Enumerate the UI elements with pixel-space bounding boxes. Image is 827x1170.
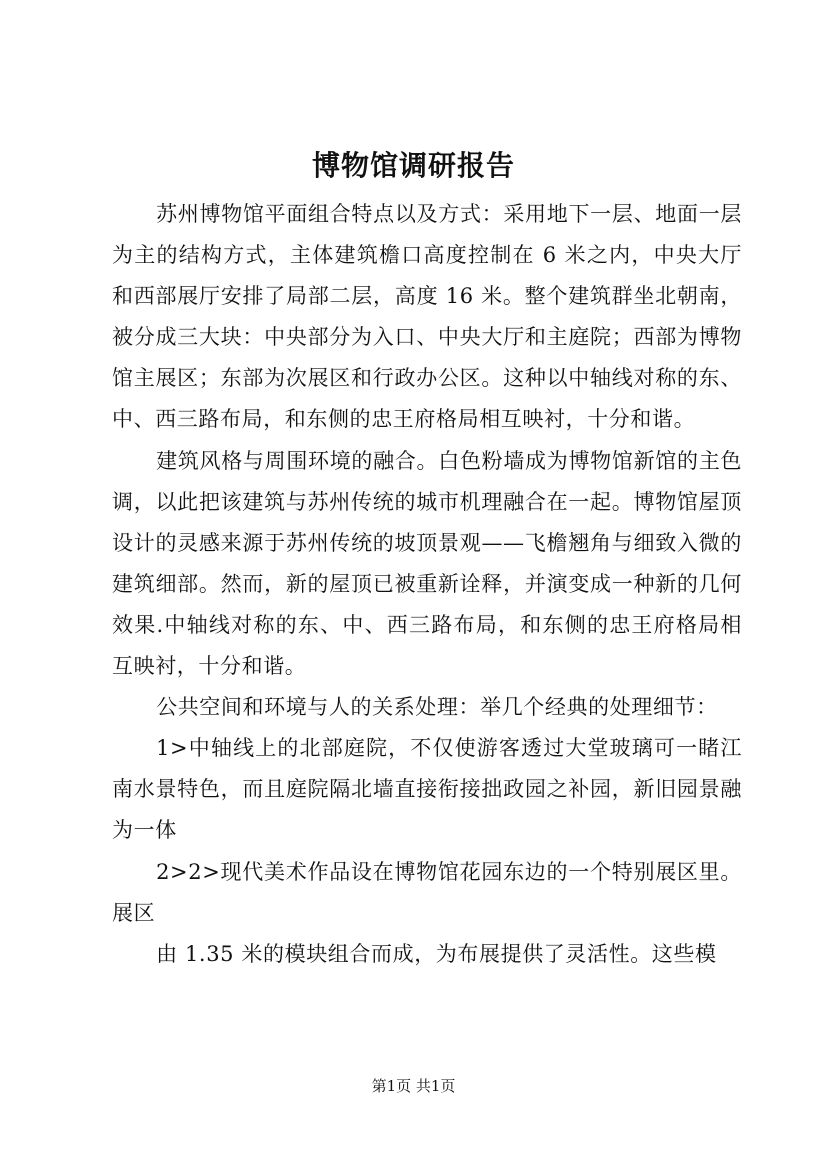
paragraph-layout: 苏州博物馆平面组合特点以及方式：采用地下一层、地面一层为主的结构方式，主体建筑檐口高度控制在 6 米之内，中央大厅和西部展厅安排了局部二层，高度 16 米。整个建筑群坐北朝南，被分成三大块：中央部分为入口、中央大厅和主庭院；西部为博物馆主展区；东部为次展区和行政办公区。这种以中轴线对称的东、中、西三路布局，和东侧的忠王府格局相互映衬，十分和谐。 [112, 202, 742, 432]
document-title: 博物馆调研报告 [311, 149, 515, 182]
paragraph-detail-1: 1>中轴线上的北部庭院，不仅使游客透过大堂玻璃可一睹江南水景特色，而且庭院隔北墙直接衔接拙政园之补园，新旧园景融为一体 [112, 736, 742, 843]
page-footer [0, 1076, 827, 1096]
paragraph-public-space: 公共空间和环境与人的关系处理：举几个经典的处理细节： [156, 695, 718, 720]
page-number-label: 第1页 共1页 [371, 1077, 456, 1095]
paragraph-module: 由 1.35 米的模块组合而成，为布展提供了灵活性。这些模 [156, 941, 717, 966]
document-body [112, 194, 742, 975]
paragraph-style: 建筑风格与周围环境的融合。白色粉墙成为博物馆新馆的主色调，以此把该建筑与苏州传统的城市机理融合在一起。博物馆屋顶设计的灵感来源于苏州传统的坡顶景观——飞檐翘角与细致入微的建筑细部。然而，新的屋顶已被重新诠释，并演变成一种新的几何效果.中轴线对称的东、中、西三路布局，和东侧的忠王府格局相互映衬，十分和谐。 [112, 448, 742, 679]
paragraph-detail-2: 2>2>现代美术作品设在博物馆花园东边的一个特别展区里。展区 [112, 859, 742, 925]
